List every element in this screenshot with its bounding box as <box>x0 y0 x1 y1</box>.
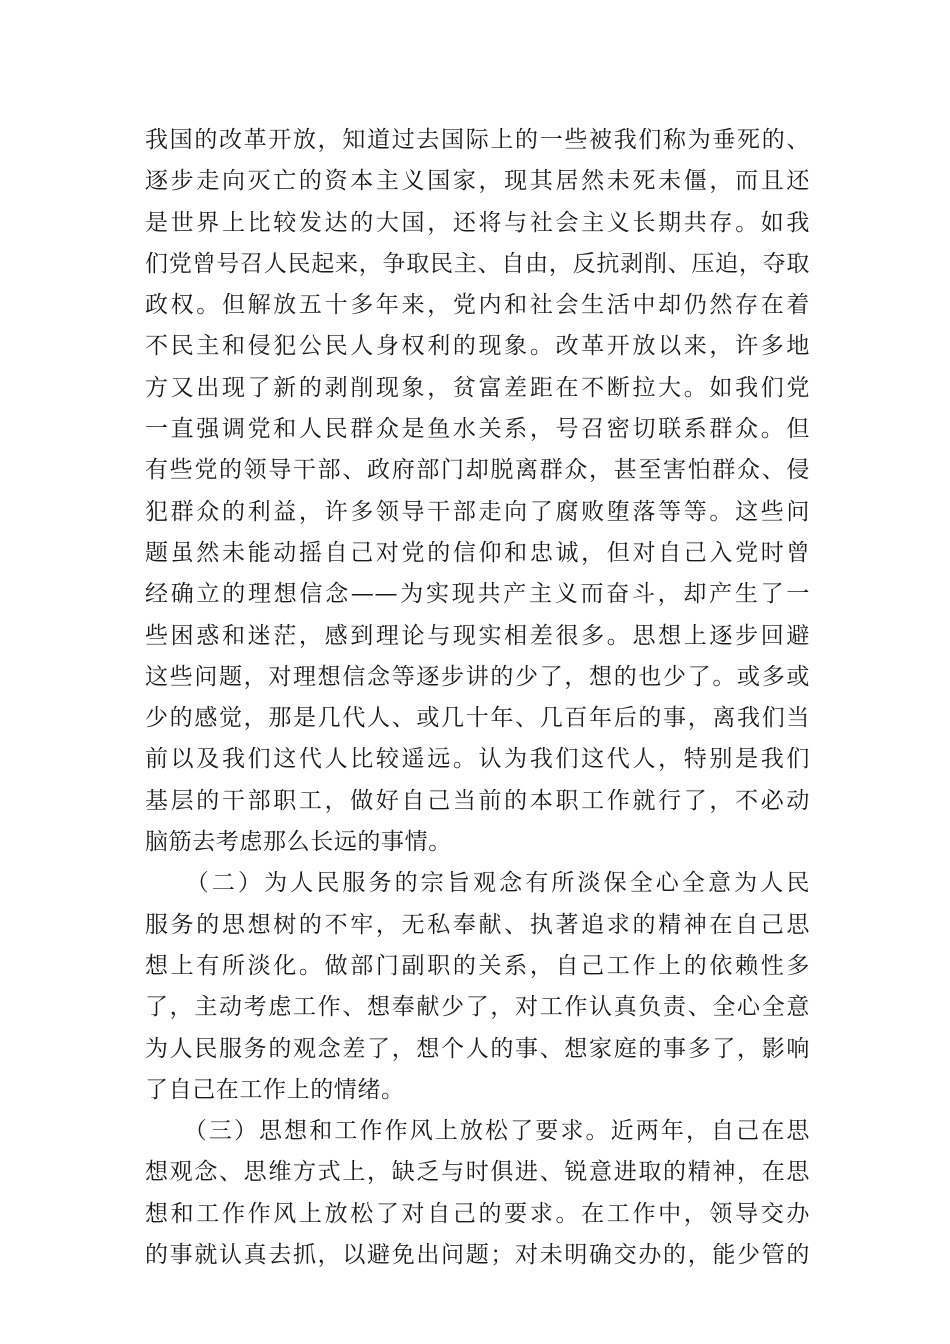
text-line-5: 政权。但解放五十多年来，党内和社会生活中却仍然存在着 <box>145 292 810 319</box>
text-line-10: 犯群众的利益，许多领导干部走向了腐败堕落等等。这些问 <box>145 498 810 525</box>
text-line-25: （三）思想和工作作风上放松了要求。近两年，自己在思 <box>145 1118 810 1145</box>
text-line-28: 的事就认真去抓，以避免出问题；对未明确交办的，能少管的 <box>145 1242 810 1269</box>
text-line-6: 不民主和侵犯公民人身权利的现象。改革开放以来，许多地 <box>145 333 810 360</box>
text-line-7: 方又出现了新的剥削现象，贫富差距在不断拉大。如我们党 <box>145 374 810 401</box>
text-line-8: 一直强调党和人民群众是鱼水关系，号召密切联系群众。但 <box>145 416 810 443</box>
text-line-18: 脑筋去考虑那么长远的事情。 <box>145 829 452 856</box>
text-line-16: 前以及我们这代人比较遥远。认为我们这代人，特别是我们 <box>145 746 810 773</box>
text-line-11: 题虽然未能动摇自己对党的信仰和忠诚，但对自己入党时曾 <box>145 539 810 566</box>
text-line-4: 们党曾号召人民起来，争取民主、自由，反抗剥削、压迫，夺取 <box>145 250 810 277</box>
text-line-15: 少的感觉，那是几代人、或几十年、几百年后的事，离我们当 <box>145 705 810 732</box>
text-line-17: 基层的干部职工，做好自己当前的本职工作就行了，不必动 <box>145 787 810 814</box>
text-line-12: 经确立的理想信念——为实现共产主义而奋斗，却产生了一 <box>145 581 810 608</box>
body-text <box>145 120 810 1276</box>
text-line-1: 我国的改革开放，知道过去国际上的一些被我们称为垂死的、 <box>145 127 810 153</box>
text-line-23: 为人民服务的观念差了，想个人的事、想家庭的事多了，影响 <box>145 1035 810 1062</box>
text-line-22: 了，主动考虑工作、想奉献少了，对工作认真负责、全心全意 <box>145 994 810 1021</box>
text-line-2: 逐步走向灭亡的资本主义国家，现其居然未死未僵，而且还 <box>145 168 810 195</box>
text-line-3: 是世界上比较发达的大国，还将与社会主义长期共存。如我 <box>145 209 810 236</box>
text-line-24: 了自己在工作上的情绪。 <box>145 1076 405 1103</box>
text-line-9: 有些党的领导干部、政府部门却脱离群众，甚至害怕群众、侵 <box>145 457 810 484</box>
text-line-27: 想和工作作风上放松了对自己的要求。在工作中，领导交办 <box>145 1200 810 1227</box>
text-line-20: 服务的思想树的不牢，无私奉献、执著追求的精神在自己思 <box>145 911 810 938</box>
text-line-21: 想上有所淡化。做部门副职的关系，自己工作上的依赖性多 <box>145 952 810 979</box>
text-line-14: 这些问题，对理想信念等逐步讲的少了，想的也少了。或多或 <box>145 663 810 690</box>
text-line-13: 些困惑和迷茫，感到理论与现实相差很多。思想上逐步回避 <box>145 622 810 649</box>
text-line-26: 想观念、思维方式上，缺乏与时俱进、锐意进取的精神，在思 <box>145 1159 810 1186</box>
text-line-19: （二）为人民服务的宗旨观念有所淡保全心全意为人民 <box>145 870 810 897</box>
